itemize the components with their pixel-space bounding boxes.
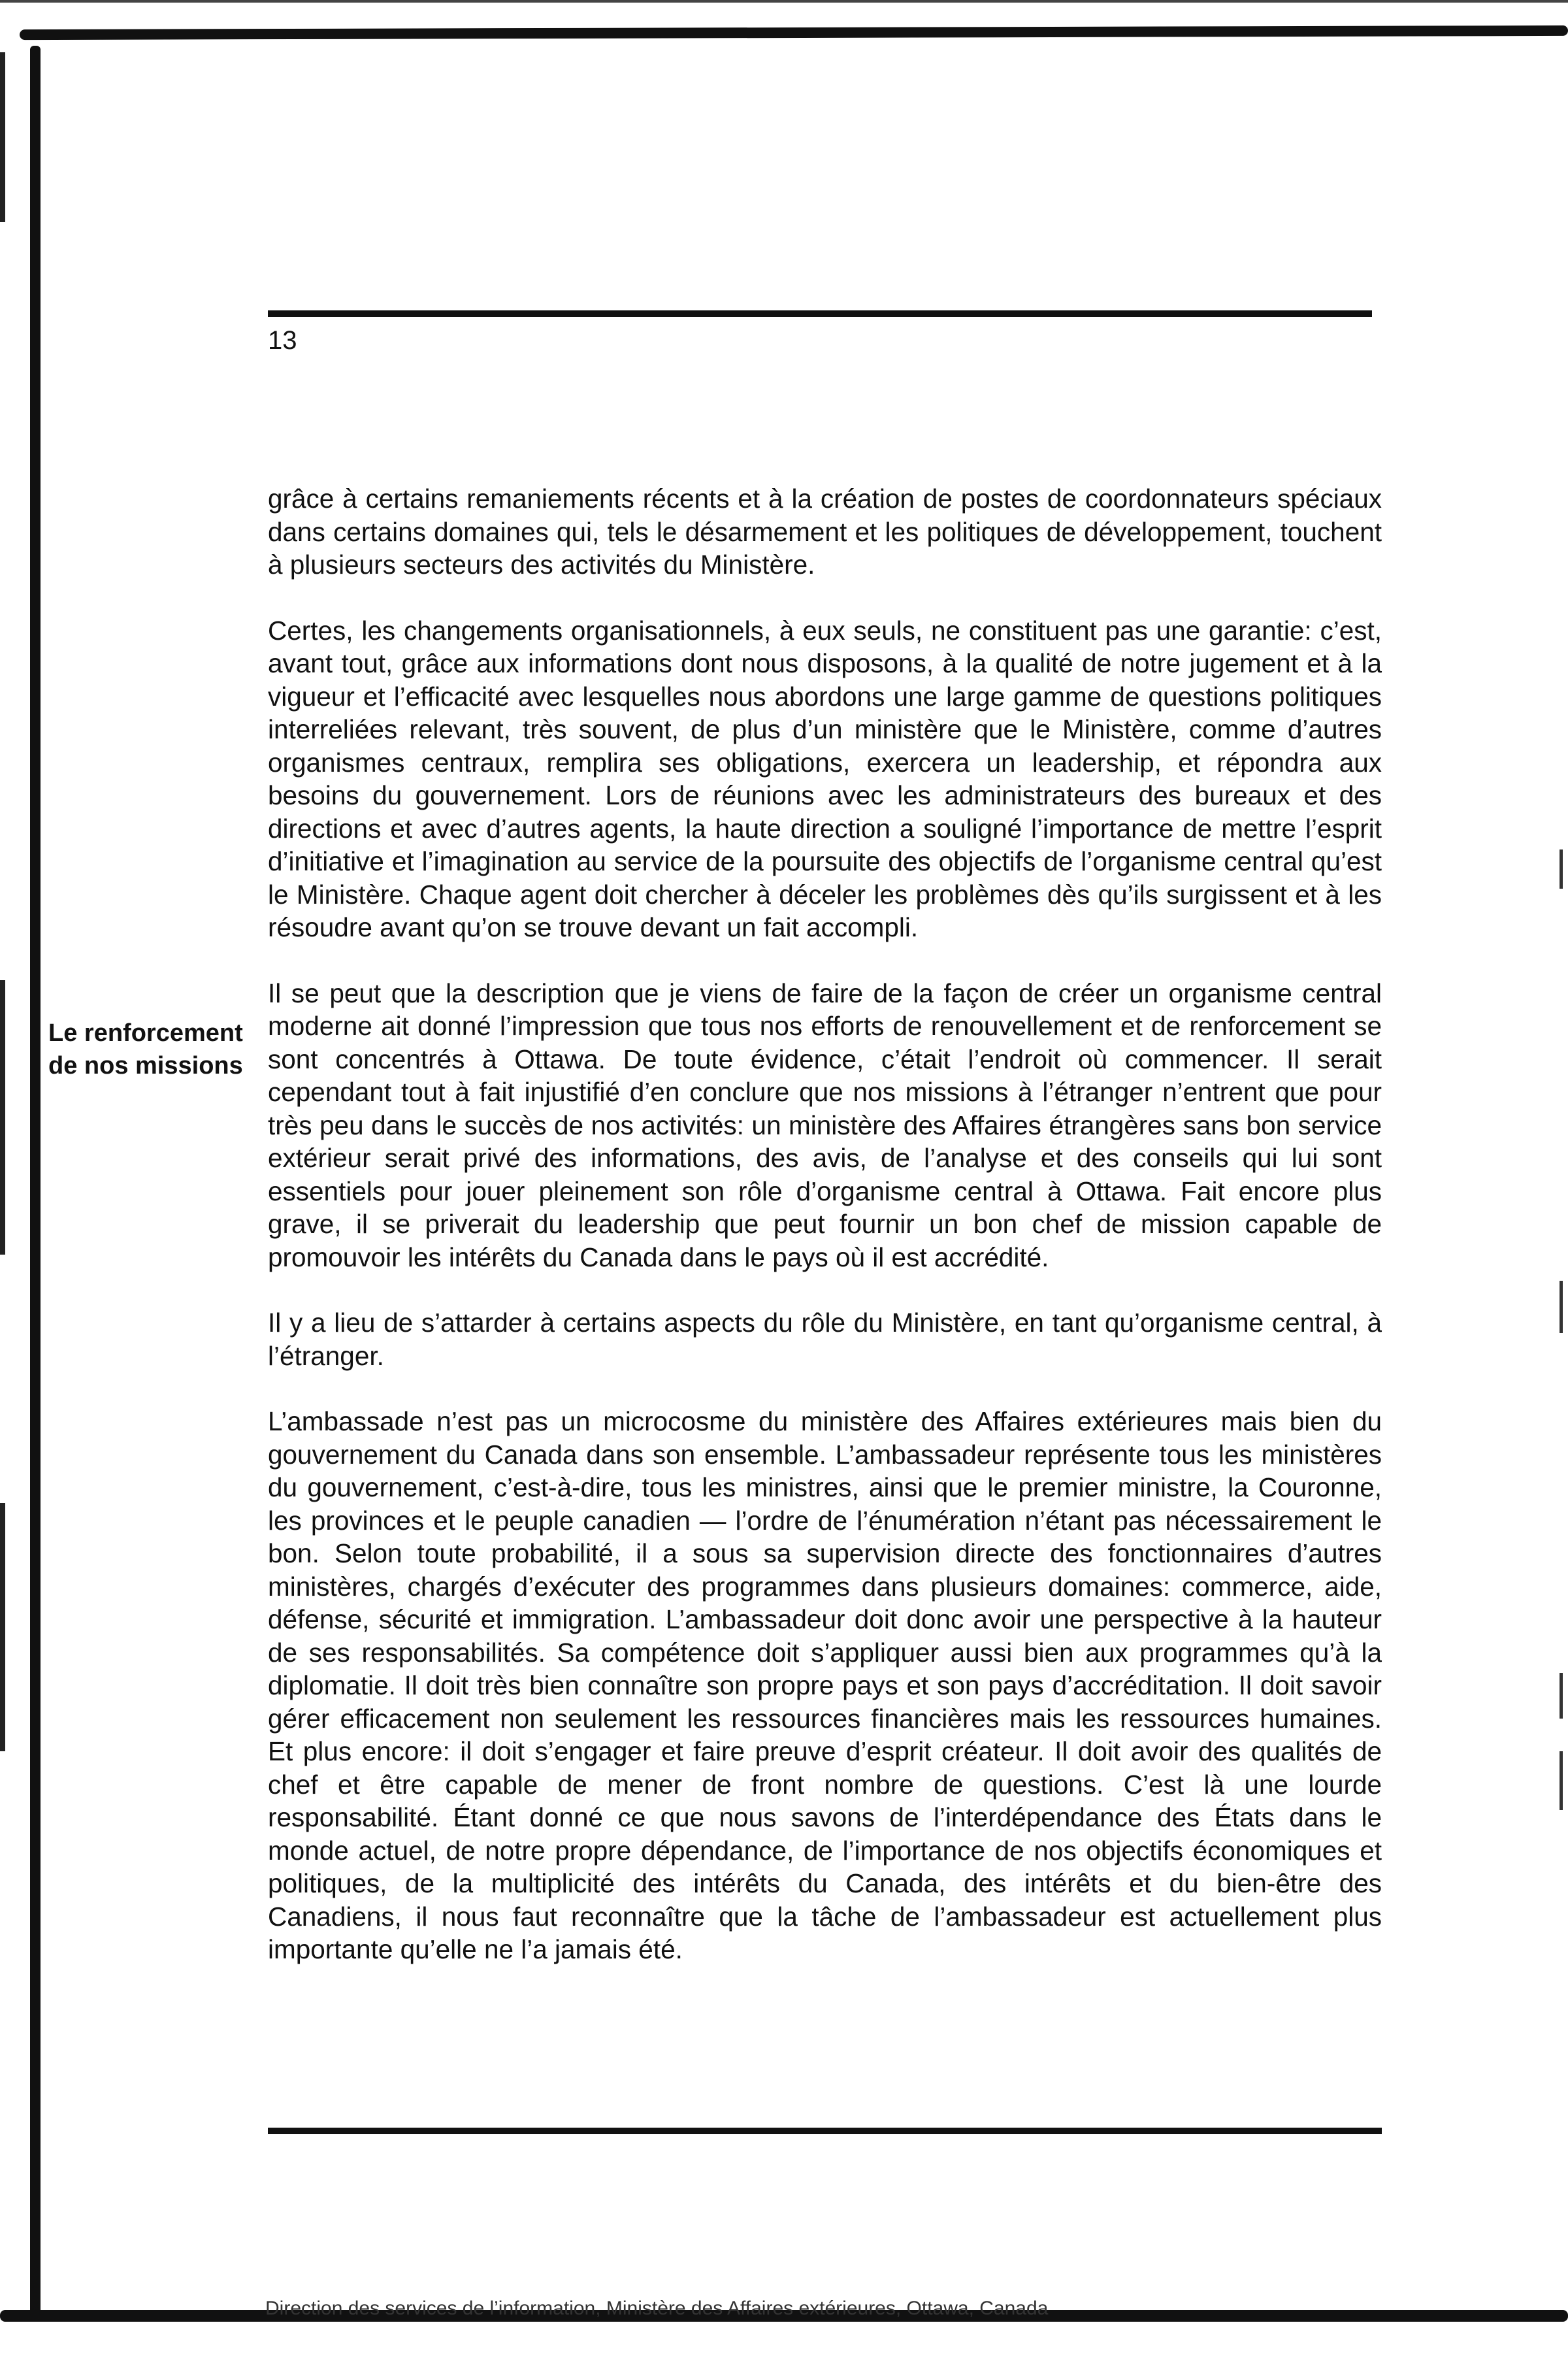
scan-left-tick — [0, 52, 5, 222]
end-rule — [268, 2128, 1382, 2134]
paragraph: Il y a lieu de s’attarder à certains aspects du rôle du Ministère, en tant qu’organisme central, à l’étranger. — [268, 1308, 1382, 1371]
paragraph: grâce à certains remaniements récents et à la création de postes de coordonnateurs spéciaux dans certains domaines qui, tels le désarmement et les politiques de développement, touchent à plusieurs secteurs des activités du Ministère. — [268, 484, 1382, 580]
scan-top-border — [20, 25, 1568, 40]
margin-heading-line-2: de nos missions — [48, 1052, 243, 1080]
scan-right-mark — [1560, 1751, 1563, 1810]
margin-heading-line-1: Le renforcement — [48, 1019, 243, 1047]
scan-left-tick — [0, 1503, 5, 1751]
header-rule — [268, 310, 1372, 317]
body-text — [268, 482, 1382, 1999]
paragraph: Certes, les changements organisationnels, à eux seuls, ne constituent pas une garantie: c’est, avant tout, grâce aux informations dont nous disposons, à la qualité de notre jugement et à la vigueur et l’efficacité avec lesquelles nous abordons une large gamme de questions politiques interreliées relevant, très souvent, de plus d’un ministère que le Ministère, comme d’autres organismes centraux, remplira ses obligations, exercera un leadership, et répondra aux besoins du gouvernement. Lors de réunions avec les administrateurs des bureaux et des directions et avec d’autres agents, la haute direction a souligné l’importance de mettre l’esprit d’initiative et l’imagination au service de la poursuite des objectifs de l’organisme central qu’est le Ministère. Chaque agent doit chercher à déceler les problèmes dès qu’ils surgissent et à les résoudre avant qu’on se trouve devant un fait accompli. — [268, 615, 1382, 942]
scan-top-edge — [0, 0, 1568, 9]
scan-right-mark — [1560, 1673, 1563, 1719]
scan-left-border — [30, 46, 41, 2320]
paragraph: Il se peut que la description que je viens de faire de la façon de créer un organisme central moderne ait donné l’impression que tous nos efforts de renouvellement et de renforcement se sont concentrés à Ottawa. De toute évidence, c’était l’endroit où commencer. Il serait cependant tout à fait injustifié d’en conclure que nos missions à l’étranger n’entrent que pour très peu dans le succès de nos activités: un ministère des Affaires étrangères sans bon service extérieur serait privé des informations, des avis, de l’analyse et des conseils qui lui sont essentiels pour jouer pleinement son rôle d’organisme central à Ottawa. Fait encore plus grave, il se priverait du leadership que peut fournir un bon chef de mission capable de promouvoir les intérêts du Canada dans le pays où il est accrédité. — [268, 978, 1382, 1272]
margin-heading — [48, 1017, 243, 1082]
page-number: 13 — [268, 326, 297, 355]
scan-right-mark — [1560, 1281, 1563, 1333]
scan-right-mark — [1560, 849, 1563, 889]
scan-left-tick — [0, 980, 5, 1255]
footer-credit: Direction des services de l’information, Ministère des Affaires extérieures, Ottawa, Canada — [265, 2298, 1049, 2319]
paragraph: L’ambassade n’est pas un microcosme du ministère des Affaires extérieures mais bien du gouvernement du Canada dans son ensemble. L’ambassadeur représente tous les ministères du gouvernement, c’est-à-dire, tous les ministres, ainsi que le premier ministre, la Couronne, les provinces et le peuple canadien — l’ordre de l’énumération n’étant pas nécessairement le bon. Selon toute probabilité, il a sous sa supervision directe des fonctionnaires d’autres ministères, chargés d’exécuter des programmes dans plusieurs domaines: commerce, aide, défense, sécurité et immigration. L’ambassadeur doit donc avoir une perspective à la hauteur de ses responsabilités. Sa compétence doit s’appliquer aussi bien aux programmes qu’à la diplomatie. Il doit très bien connaître son propre pays et son pays d’accréditation. Il doit savoir gérer efficacement non seulement les ressources financières mais les ressources humaines. Et plus encore: il doit s’engager et faire preuve d’esprit créateur. Il doit avoir des qualités de chef et être capable de mener de front nombre de questions. C’est là une lourde responsabilité. Étant donné ce que nous savons de l’interdépendance des États dans le monde actuel, de notre propre dépendance, de l’importance de nos objectifs économiques et politiques, de la multiplicité des intérêts du Canada, des intérêts et du bien-être des Canadiens, il nous faut reconnaître que la tâche de l’ambassadeur est actuellement plus importante qu’elle ne l’a jamais été. — [268, 1406, 1382, 1964]
